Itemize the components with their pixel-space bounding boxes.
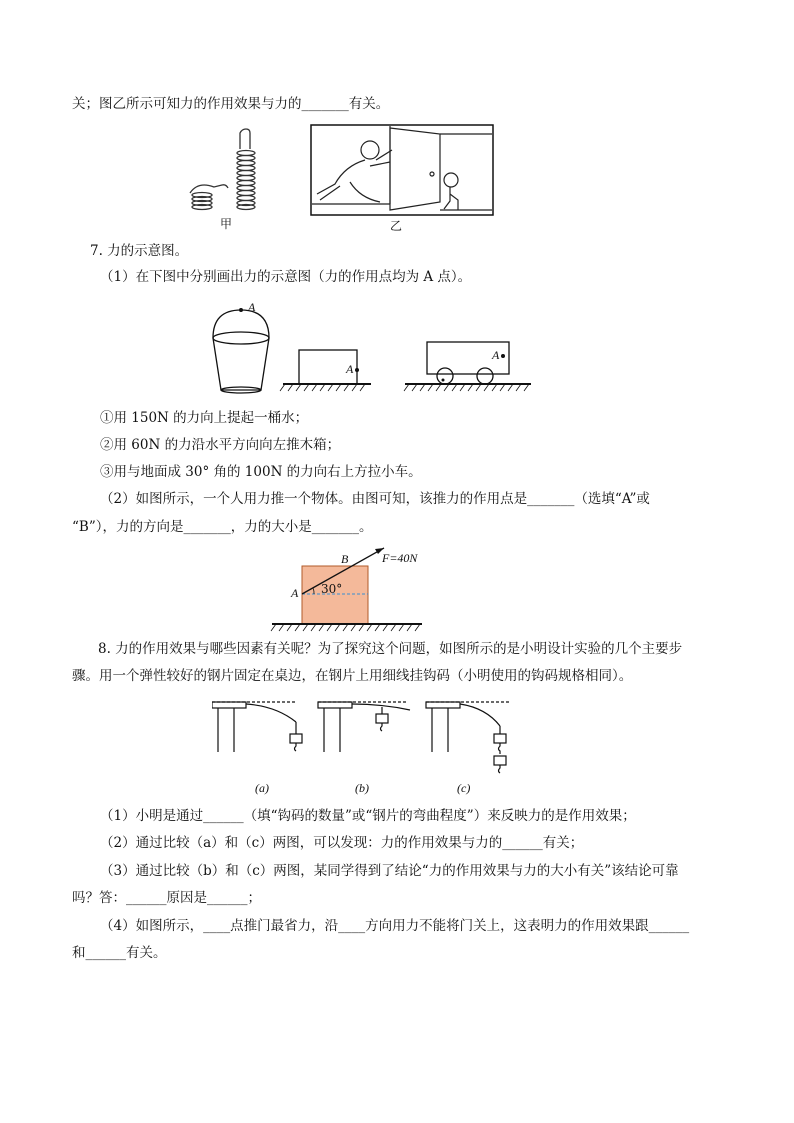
q7-item-1: ①用 150N 的力向上提起一桶水； <box>100 410 309 426</box>
q8-part3-line2: 吗？答：______原因是______； <box>72 890 261 906</box>
q8-part2: （2）通过比较（a）和（c）两图，可以发现：力的作用效果与力的______有关； <box>100 835 584 851</box>
q7-item-2: ②用 60N 的力沿水平方向向左推木箱； <box>100 437 341 453</box>
steel-strip-experiment <box>212 694 512 778</box>
bucket-point-label: A <box>248 300 256 314</box>
text-line-0: 关；图乙所示可知力的作用效果与力的_______有关。 <box>72 96 390 112</box>
caption-b: (b) <box>355 781 369 795</box>
caption-a: (a) <box>255 781 269 795</box>
push-point-b-label: B <box>341 552 349 566</box>
angle-label: 30° <box>321 582 343 596</box>
q8-part4-line2: 和______有关。 <box>72 945 167 961</box>
q8-stem-line1: 8. 力的作用效果与哪些因素有关呢？为了探究这个问题，如图所示的是小明设计实验的几个主要步 <box>98 641 683 657</box>
q7-part2-line2: “B”），力的方向是_______，力的大小是_______。 <box>72 519 373 535</box>
box-point-label: A <box>346 362 354 376</box>
q8-stem-line2: 骤。用一个弹性较好的钢片固定在桌边，在钢片上用细线挂钩码（小明使用的钩码规格相同）。 <box>72 668 633 684</box>
caption-c: (c) <box>457 781 471 795</box>
caption-jia: 甲 <box>220 217 233 231</box>
q8-part4-line1: （4）如图所示，____点推门最省力，沿____方向用力不能将门关上，这表明力的作用效果跟______ <box>100 918 690 934</box>
force-value-label: F=40N <box>382 551 418 565</box>
caption-yi: 乙 <box>390 219 403 233</box>
cart-point-label: A <box>492 348 500 362</box>
q8-part1: （1）小明是通过______（填“钩码的数量”或“钢片的弯曲程度”）来反映力的是作用效果； <box>100 808 636 824</box>
q8-part3-line1: （3）通过比较（b）和（c）两图，某同学得到了结论“力的作用效果与力的大小有关”该结论可靠 <box>100 863 679 879</box>
spring-figure-jia <box>180 125 270 215</box>
door-figure-yi <box>310 124 494 216</box>
q7-part2-line1: （2）如图所示，一个人用力推一个物体。由图可知，该推力的作用点是_______（选填“A”或 <box>100 491 650 507</box>
q7-item-3: ③用与地面成 30° 角的 100N 的力向右上方拉小车。 <box>100 464 422 480</box>
q7-title: 7. 力的示意图。 <box>90 243 189 259</box>
q7-part1: （1）在下图中分别画出力的示意图（力的作用点均为 A 点）。 <box>100 269 472 285</box>
push-point-a-label: A <box>291 586 299 600</box>
